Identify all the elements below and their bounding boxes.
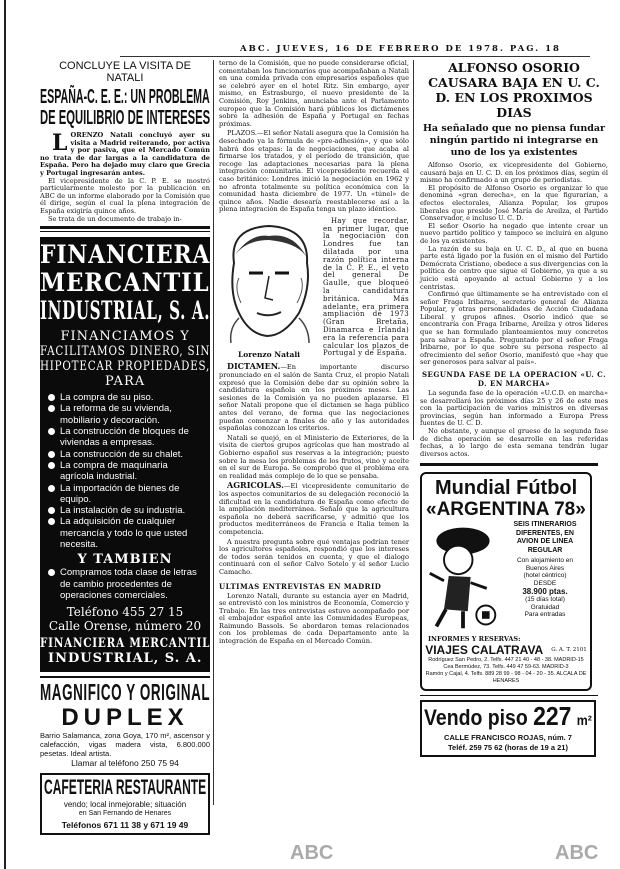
rule [40, 226, 210, 229]
section-lead: AGRICOLAS. [227, 480, 284, 491]
section-heading: SEGUNDA FASE DE LA OPERACION «U. C. D. EN MARCHA» [421, 370, 607, 388]
article-subhead: Ha señalado que no piensa fundar ningún partido ni integrarse en uno de los ya existentes [422, 123, 606, 158]
portrait-sketch [219, 218, 319, 348]
article-body: Alfonso Osorio, ex vicepresidente del Gobierno, causará baja en U. C. D. en los próximos días, según él mismo ha confirmado a un grupo de periodistas. El propósito de Alfonso Osorio es organizar lo que denomina «gran derecha», en la que figurarían, a efectos electorales, Alianza Popular, los grupos liberales que preside José María de Areilza, el Partido Conservador, e incluso U. C. D. El señor Osorio ha negado que intente crear un nuevo partido político y tampoco se incluirá en alguno de los ya existentes. La razón de su baja en U. C. D., al que en buena parte está ligado por la fusión en el mismo del Partido Demócrata Cristiano, obedece a sus divergencias con la política de centro que sigue el Gobierno, ya que a su juicio está apoyando al actual Gobierno y a los centristas. Confirmó que últimamente se ha entrevistado con el señor Fraga Iribarne, secretario general de Alianza Popular, y otras personalidades de Acción Ciudadana Liberal y grupos afines. Osorio indicó que se encontraría con Fraga Iribarne, Areilza y otros líderes que se han formulado planteamientos muy concretos para salvar a España. Preguntado por el señor Fraga Iribarne, por lo que sobre su persona respecto al ofrecimiento del señor Osorio, manifestó que «hay que ser generosos para salvar al país». [420, 161, 608, 367]
article-body: L ORENZO Natali concluyó ayer su visita a Madrid reiterando, por activa y por pasiva, que el Mercado Común no trata de dar largas a la candidatura de España. Pero ha dejado muy claro que Grecia y Portugal ingresarán antes. El vicepresidente de la C. P. E. se mostró particularmente molesto por la publicación en ABC de un informe elaborado por la Comisión que él dirige, según el cual la plena integración de España exigiría quince años. Se trata de un documento de trabajo in- [40, 130, 210, 223]
rule [40, 676, 210, 678]
article-headline: ESPAÑA-C. E. E.: UN PROBLEMA [40, 86, 210, 108]
article-paragraph: DICTAMEN.—En importante discurso pronunciado en el salón de Santa Cruz, el propio Natali expresó que la Comisión debe dar su opinión sobre la candidatura española en los próximos meses. Las sesiones de la Comisión ya no pueden aplazarse. El señor Natali propone que el dictamen se haga público antes del verano, de forma que las negociaciones puedan comenzar a finales de año y las autoridades españolas conozcan los criterios. [219, 361, 409, 433]
article-headline: DE EQUILIBRIO DE INTERESES [40, 107, 211, 129]
ad-duplex-text: Barrio Salamanca, zona Goya, 170 m², ascensor y calefacción, vigas madera vista, 6.800.000 pesetas. Ideal artista. [40, 731, 210, 759]
drop-cap: L [52, 130, 68, 156]
section-heading: ULTIMAS ENTREVISTAS EN MADRID [219, 581, 382, 591]
ad-duplex-phone: Llamar al teléfono 250 75 94 [71, 758, 179, 769]
header-rule [120, 56, 590, 57]
page-header: ABC. JUEVES, 16 DE FEBRERO DE 1978. PAG. 18 [240, 44, 561, 54]
column-divider [413, 60, 414, 440]
agency-name: VIAJES CALATRAVA [425, 643, 544, 658]
ad-cafeteria: CAFETERIA RESTAURANTE vendo; local inmejorable; situación en San Fernando de Henares Teléfonos 671 11 38 y 671 19 49 [40, 773, 210, 835]
article-paragraph: A nuestra pregunta sobre qué ventajas podrían tener los agricultores españoles, respondió que los intereses de todos serán tenidos en cuenta, y que el dialogo continuará con el señor Calvo Sotelo y el señor Lucio Camacho. [219, 537, 409, 576]
rule [420, 463, 598, 466]
abc-watermark: ABC [290, 842, 334, 864]
left-column [40, 60, 210, 835]
middle-column [219, 60, 409, 646]
article-paragraph: terno de la Comisión, que no puede considerarse oficial, comentaban los funcionarios que acompañaban a Natali en una comida privada con empresarios españoles que se celebró ayer en el hotel Ritz. Sin embargo, ayer mismo, en Estrasburgo, el nuevo presidente de la Comisión, Roy Jenkins, anunciaba ante el Parlamento europeo que la Comisión hará públicos los dictámenes sobre la adhesión de España y Portugal en fechas próximas. [219, 59, 409, 128]
portrait-caption: Lorenzo Natali [237, 350, 301, 360]
article-paragraph: Natali se quejó, en el Ministerio de Exteriores, de la visita de ciertos grupos agrícolas que han mostrado al Gobierno español sus reservas a la integración; puesto sobre la mesa los problemas de los frutos, vino y aceite en el sur de Europa. Se comprobó que el problema era en realidad más complejo de lo que se pensaba. [219, 433, 409, 480]
abc-watermark: ABC [555, 842, 599, 864]
article-paragraph: Hay que recordar, en primer lugar, que la negociación con Londres fue tan dilatada por una razón política interna de la C. P. E., el veto del general De Gaulle, que bloqueó la candidatura británica. Más adelante, era primera ampliación de 1973 (Gran Bretaña, Dinamarca e Irlanda) era la referencia para calcular los plazos de Portugal y de España. [323, 216, 409, 358]
scan-edge [4, 0, 6, 869]
article-paragraph: PLAZOS.—El señor Natali asegura que la Comisión ha desechado ya la fórmula de «pre-adhesión», y que sólo habrá dos etapas: la de negociaciones, que acaba al firmarse los tratados, y el período de transición, que recoge las adaptaciones necesarias para la plena integración comunitaria. El vicepresidente recuerda el caso británico: Londres inició la negociación en 1962 y no afronta totalmente su política económica con la comunidad hasta diciembre de 1977. Un «túnel» de quince años. Nadie desearía reestablecerse así a la plena integración de España tenga un plazo idéntico. [219, 129, 409, 214]
rule [40, 231, 210, 232]
article-headline: ALFONSO OSORIO CAUSARA BAJA EN U. C. D. EN LOS PROXIMOS DIAS [428, 60, 600, 120]
rule [420, 695, 598, 696]
ad-duplex-title: DUPLEX [61, 704, 189, 732]
portrait-row [219, 218, 409, 360]
gauchito-mascot-illustration [425, 521, 501, 633]
article-paragraph: Lorenzo Natali, durante su estancia ayer en Madrid, se entrevistó con los ministros de Economía, Comercio y Trabajo. En las tres entrevistas estuvo acompañado por el embajador español ante las Comunidades Europeas, Raimundo Bassols. Se abordaron temas relacionados con los problemas de cada Departamento ante la integración de España en el Mercado Común. [219, 591, 409, 646]
ad-mundial: Mundial Fútbol «ARGENTINA 78» SEIS ITINERARIOS DIFERENTES, EN AVION DE LINEA REGULAR Con alojamiento en Buenos Aires (hotel céntrico) DESDE 38.900 ptas. (15 días total) Gratuidad Para entradas INFORMES Y RESERVAS: VIAJES CALATRAVA G. A. T. 2101 Rodríguez San Pedro, 2. Telfs. 447 21 40 - 48 - 38. MADRID-15 Cea Bermúdez, 73. Telfs. 449 47 59-63. MADRID-3 Ramón y Cajal, 4. Telfs. 889 28 99 - 98 - 04 - 20 - 35. ALCALA DE HENARES [420, 472, 592, 691]
article-kicker: CONCLUYE LA VISITA DE NATALI [59, 60, 191, 84]
ad-financiera: FINANCIERA MERCANTIL INDUSTRIAL, S. A. FINANCIAMOS Y FACILITAMOS DINERO, SIN HIPOTECAR PROPIEDADES, PARA La compra de su piso. La reforma de su vivienda, mobiliario y decoración. La construcción de bloques de viviendas a empresas. La construcción de su chalet. La compra de maquinaria agrícola industrial. La importación de bienes de equipo. La instalación de su industria. La adquisición de cualquier mercancía y todo lo que usted necesita. Y TAMBIEN Compramos toda clase de letras de cambio procedentes de operaciones comerciales. Teléfono 455 27 15 Calle Orense, número 20 FINANCIERA MERCANTIL INDUSTRIAL, S. A. [40, 237, 210, 672]
right-column [420, 60, 608, 757]
ad-list: La compra de su piso. La reforma de su vivienda, mobiliario y decoración. La construcción de bloques de viviendas a empresas. La construcción de su chalet. La compra de maquinaria agrícola industrial. La importación de bienes de equipo. La instalación de su industria. La adquisición de cualquier mercancía y todo lo que usted necesita. [40, 392, 210, 550]
section-lead: DICTAMEN. [227, 361, 281, 372]
column-divider [213, 60, 214, 805]
ad-duplex-line1: MAGNIFICO Y ORIGINAL [40, 679, 211, 706]
ad-piso: Vendo piso 227 m² CALLE FRANCISCO ROJAS, núm. 7 Teléf. 259 75 62 (horas de 19 a 21) [420, 700, 596, 757]
article-paragraph: AGRICOLAS.—El vicepresidente comunitario de los aspectos comunitarios de su delegación reconoció la dificultad en la candidatura de España como efecto de la ampliación mediterránea. Señaló que la agricultura española no deberá sacrificarse, y admitió que los productos mediterráneos de Francia e Italia temen la competencia. [219, 480, 409, 536]
article-body: La segunda fase de la operación «U.C.D. en marcha» se desarrollará los próximos días 25 y 26 de este mes con la participación de varios ministros en diversas provincias, según han informado a Europa Press fuentes de U. C. D. No obstante, y aunque el grueso de la segunda fase de dicha operación se desarrolle en las referidas fechas, a lo largo de esta semana tendrán lugar diversos actos. [420, 389, 608, 458]
